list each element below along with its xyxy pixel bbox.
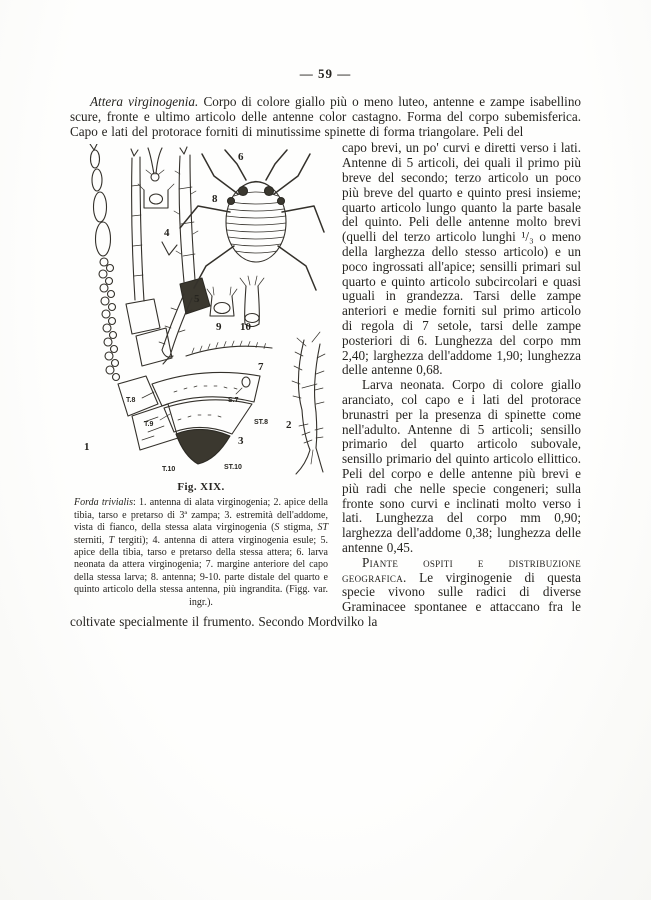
species-form-lead: Attera virginogenia. [90,94,199,109]
sensillum-detail-drawing [138,184,174,208]
figure-label-1: 1 [84,441,90,454]
antenna-attera-drawing [126,149,177,366]
figure-drawing [74,144,326,476]
leg-tibia-tarsus-drawing [292,332,325,474]
paragraph-piante-text: Le virginogenie di questa specie vivono sulle radici di diverse Graminacee spontanee e attaccano fra le coltivate specialmente il frumento. Secondo Mordvilko la [70,569,581,629]
paragraph-attera-intro-text: Corpo di colore giallo più o meno luteo, antenne e zampe isabellino scure, fronte e ultimo articolo delle antenne color castagno. Forma del corpo subemisferica. Capo e lati del protorace forniti di minutissime spinette di forma triangolare. Peli del [70,94,582,139]
figure-caption [74,481,328,609]
head-margin-drawing [186,341,272,356]
figure-label-9: 9 [216,321,222,334]
abdomen-tip-drawing [142,373,260,465]
sensillum-9-drawing [207,287,237,316]
figure-label-st10: ST.10 [224,464,242,472]
sensillum-10-drawing [240,276,264,327]
text-flow [70,141,581,629]
page-number: — 59 — [299,66,352,81]
figure-label-2: 2 [286,419,292,432]
figure-label-s7: S.7 [228,397,239,405]
section-heading-piante: Piante ospiti e distribuzione geografica. [342,554,581,585]
figure-label-t8: T.8 [126,397,136,405]
figure-label-6: 6 [238,151,244,164]
figure-title: Fig. XIX. [177,481,225,494]
figure-label-7: 7 [258,361,264,374]
figure-caption-text: Forda trivialis: 1. antenna di alata virginogenia; 2. apice della tibia, tarso e pretarso di 3ª zampa; 3. estremità dell'addome, vista di fianco, della stessa alata virginogenia (S stigma, ST sterniti, T tergiti); 4. antenna di attera virginogenia esule; 5. apice della tibia, tarso e pretarso della stessa attera; 6. larva neonata da attera virginogenia; 7. margine anteriore del capo della stessa larva; 8. antenna; 9-10. parte distale del quarto e quinto articolo della stessa antenna, più ingrandita. (Figg. var. ingr.). [74,497,328,608]
figure-label-t10: T.10 [162,466,176,474]
paragraph-larva-neonata: Larva neonata. Corpo di colore giallo aranciato, col capo e i lati del protorace brunastri per la presenza di spinette come nell'adulto. Antenne di 5 articoli; sensillo primario del quarto articolo subovale, sensillo primario del quinto articolo ellittico. Peli del corpo e delle antenne più brevi e più radi che nelle specie congeneri; sulla fronte sono curvi e inclinati molto verso i lati. Lunghezza del corpo mm 0,90; larghezza dell'addome 0,38; lunghezza delle antenne 0,45. [342,377,581,555]
figure-label-5: 5 [194,293,200,306]
larva-neonata-drawing [180,150,324,290]
figure-label-10: 10 [240,321,251,334]
figure-label-t9: T.9 [144,421,154,429]
figure-label-8: 8 [212,193,218,206]
paragraph-attera-continued: capo brevi, un po' curvi e diretti verso i lati. Antenne di 5 articoli, dei quali il primo più breve del secondo; terzo articolo un poco più breve del quarto e quinto presi insieme; quarto articolo lungo quanto la parte basale del quinto. Peli delle antenne molto brevi (quelli del terzo articolo lunghi ¹/₃ o meno della larghezza dello stesso articolo) e un poco ingrossati all'apice; sensilli primari sul quarto e quinto articolo subcircolari e quasi uguali in grandezza. Tarsi delle zampe anteriori e medie forniti sul primo articolo di regola di 7 setole, tarsi delle zampe posteriori di 6. Lunghezza del corpo mm 2,40; larghezza dell'addome 1,90; lunghezza delle antenne 0,68. [342,140,581,378]
figure-label-4: 4 [164,227,170,240]
antenna-larva-drawing [174,147,210,314]
figure-xix [74,144,328,609]
figure-label-3: 3 [238,435,244,448]
paragraph-attera-intro [70,95,581,139]
pretarsus-detail-drawing [146,148,164,181]
figure-label-st8: ST.8 [254,419,269,427]
antenna-alata-drawing [90,144,178,450]
